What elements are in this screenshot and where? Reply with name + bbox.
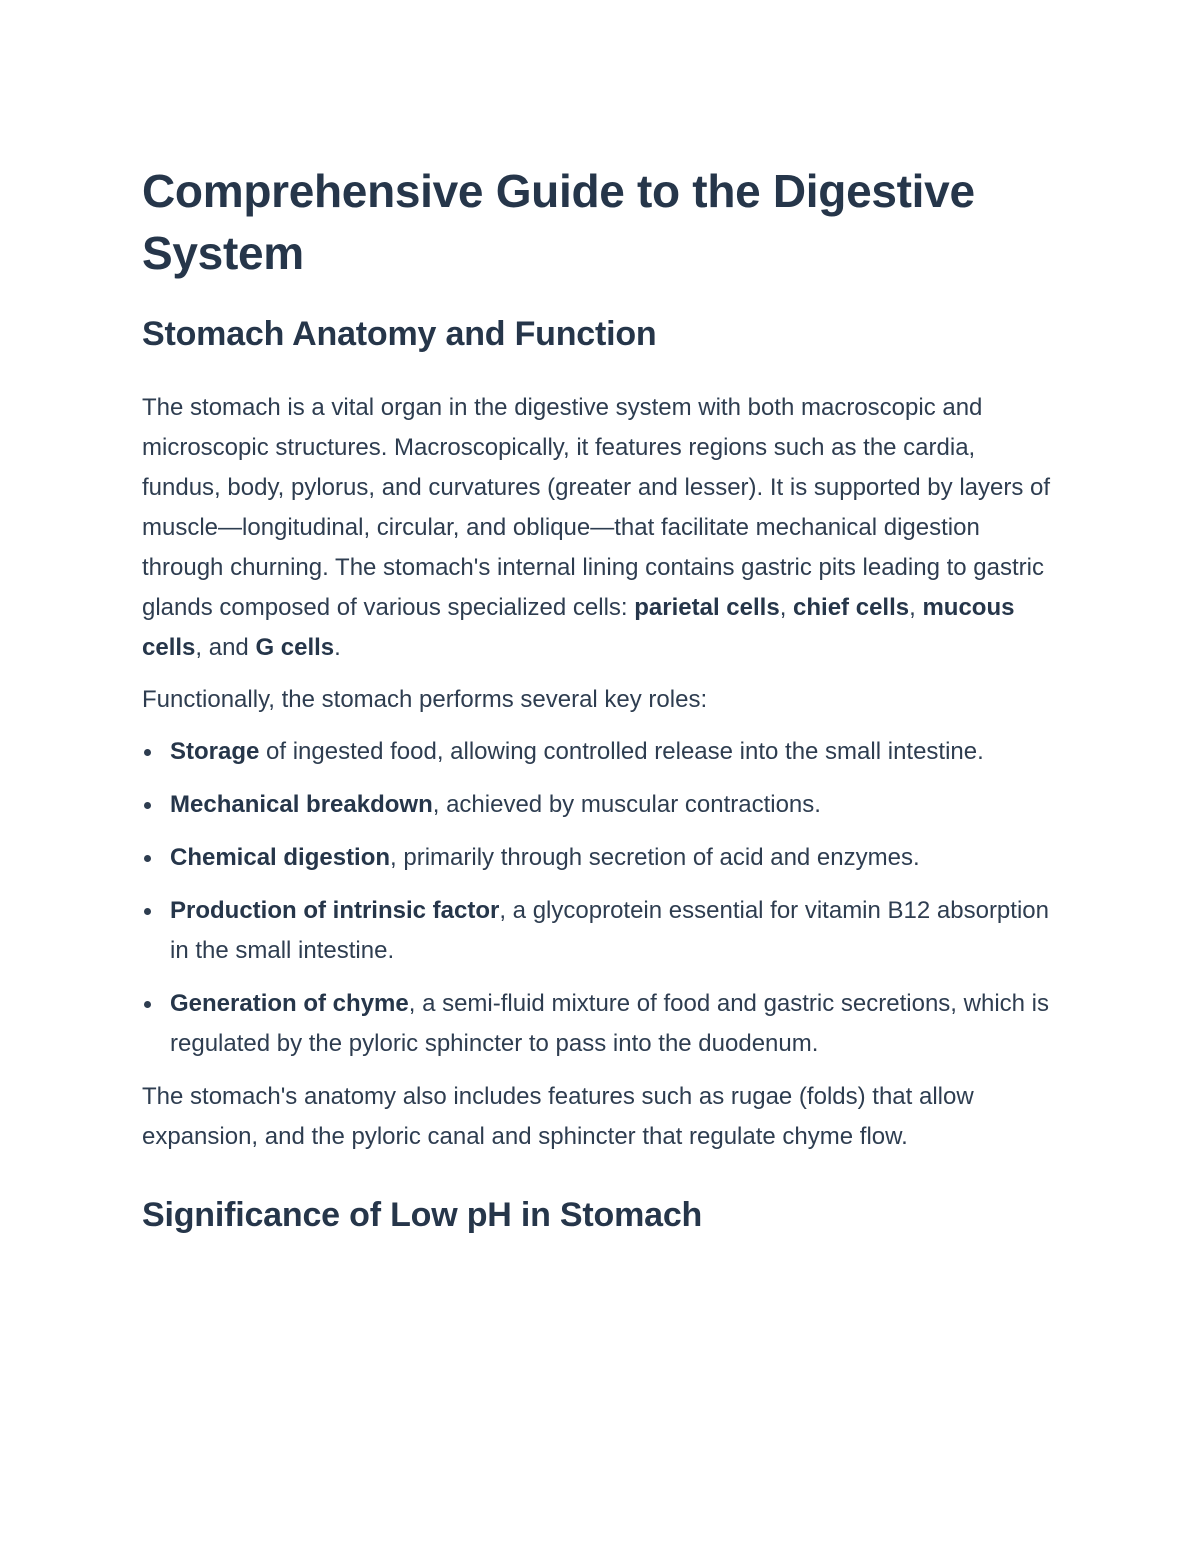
roles-list xyxy=(142,732,1052,1064)
list-item xyxy=(142,785,1052,825)
term-parietal-cells: parietal cells xyxy=(634,594,780,621)
bullet-icon xyxy=(144,855,151,862)
paragraph-functions-intro: Functionally, the stomach performs several key roles: xyxy=(142,686,708,713)
list-item-text: , primarily through secretion of acid and enzymes. xyxy=(390,844,920,871)
list-item-bold: Mechanical breakdown xyxy=(170,791,433,818)
bullet-icon xyxy=(144,802,151,809)
list-item xyxy=(142,838,1052,878)
term-mucous-cells: mucous cells xyxy=(142,594,1015,661)
term-chief-cells: chief cells xyxy=(793,594,910,621)
separator: , xyxy=(779,594,794,621)
bullet-icon xyxy=(144,908,151,915)
paragraph-anatomy xyxy=(142,388,1052,668)
document-page xyxy=(142,160,1052,1237)
separator: , and xyxy=(195,634,256,661)
list-item-text: , a semi-fluid mixture of food and gastric secretions, which is regulated by the pyloric sphincter to pass into the duodenum. xyxy=(170,990,1049,1057)
list-item xyxy=(142,891,1052,971)
list-item-bold: Generation of chyme xyxy=(170,990,409,1017)
list-item xyxy=(142,732,1052,772)
bullet-icon xyxy=(144,1001,151,1008)
list-item-bold: Production of intrinsic factor xyxy=(170,897,500,924)
section-heading-stomach-anatomy: Stomach Anatomy and Function xyxy=(142,315,657,353)
paragraph-anatomy-text: The stomach is a vital organ in the digestive system with both macroscopic and microscopic structures. Macroscopically, it features regions such as the cardia, fundus, body, pylorus, and curvatures (greater and lesser). It is supported by layers of muscle—longitudinal, circular, and oblique—that facilitate mechanical digestion through churning. The stomach's internal lining contains gastric pits leading to gastric glands composed of various specialized cells: xyxy=(142,394,1051,621)
bullet-icon xyxy=(144,749,151,756)
list-item-text: , a glycoprotein essential for vitamin B12 absorption in the small intestine. xyxy=(170,897,1049,964)
list-item-bold: Chemical digestion xyxy=(170,844,391,871)
paragraph-anatomy-features: The stomach's anatomy also includes features such as rugae (folds) that allow expansion, and the pyloric canal and sphincter that regulate chyme flow. xyxy=(142,1083,974,1150)
document-title: Comprehensive Guide to the Digestive System xyxy=(142,165,975,279)
term-g-cells: G cells xyxy=(255,634,335,661)
list-item xyxy=(142,984,1052,1064)
list-item-text: of ingested food, allowing controlled release into the small intestine. xyxy=(259,738,984,765)
paragraph-end: . xyxy=(334,634,341,661)
list-item-bold: Storage xyxy=(170,738,260,765)
section-heading-low-ph: Significance of Low pH in Stomach xyxy=(142,1196,703,1234)
list-item-text: , achieved by muscular contractions. xyxy=(432,791,821,818)
separator: , xyxy=(909,594,923,621)
